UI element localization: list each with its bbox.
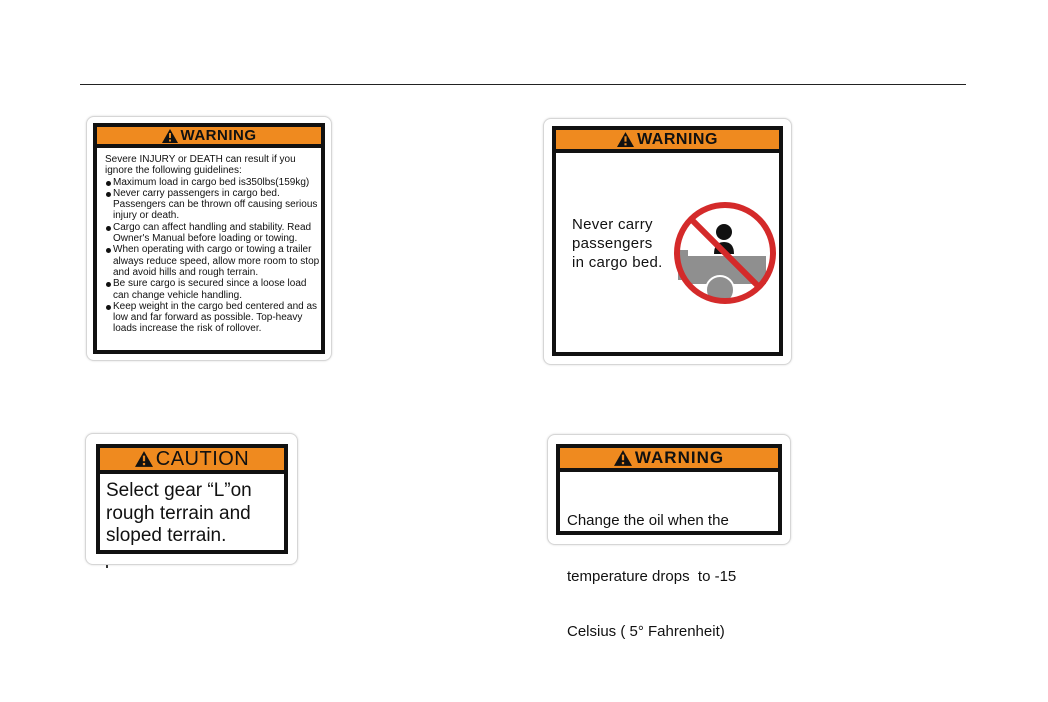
cargo-warning-card — [86, 116, 332, 361]
message-line: Never carry — [572, 216, 653, 233]
warning-intro: Severe INJURY or DEATH can result if you ignore the following guidelines: — [105, 154, 296, 177]
stray-mark — [106, 565, 108, 568]
passenger-warning-card — [543, 118, 792, 365]
message-line: in cargo bed. — [572, 254, 663, 271]
list-item: Never carry passengers in cargo bed. Passengers can be thrown off causing serious injury or death. — [105, 188, 321, 222]
warning-header — [560, 448, 778, 472]
message-line: Select gear “L”on — [106, 480, 252, 501]
no-passenger-in-cargo-bed-icon — [670, 198, 780, 308]
warning-title: WARNING — [637, 130, 718, 148]
caution-label — [96, 444, 288, 554]
message-line: temperature drops to -15 — [567, 567, 737, 585]
message-line: Change the oil when the — [567, 512, 729, 529]
warning-body — [105, 154, 321, 335]
list-item: When operating with cargo or towing a trailer always reduce speed, allow more room to stop and avoid hills and rough terrain. — [105, 244, 321, 278]
passenger-message — [572, 215, 663, 272]
oil-warning-label — [556, 444, 782, 640]
exclamation-triangle-icon — [617, 132, 634, 147]
warning-title: WARNING — [180, 127, 257, 144]
warning-header — [556, 130, 779, 153]
message-line: passengers — [572, 235, 653, 252]
exclamation-triangle-icon — [614, 450, 632, 466]
message-line: Celsius ( 5° Fahrenheit) — [567, 623, 725, 640]
exclamation-triangle-icon — [162, 129, 178, 143]
list-item: Be sure cargo is secured since a loose load can change vehicle handling. — [105, 278, 321, 301]
passenger-warning-label — [552, 126, 783, 356]
oil-message — [567, 475, 736, 679]
cargo-warning-label — [93, 123, 325, 354]
list-item: Maximum load in cargo bed is350lbs(159kg) — [105, 177, 321, 188]
guidelines-list — [105, 177, 321, 335]
caution-message — [106, 480, 252, 548]
message-line: rough terrain and — [106, 502, 251, 524]
list-item: Keep weight in the cargo bed centered and as low and far forward as possible. Top-heavy loads increase the risk of rollover. — [105, 301, 321, 335]
caution-title: CAUTION — [155, 447, 250, 470]
caution-card — [85, 433, 298, 565]
exclamation-triangle-icon — [135, 451, 153, 467]
message-line: sloped terrain. — [106, 525, 227, 546]
list-item: Cargo can affect handling and stability. Read Owner's Manual before loading or towing. — [105, 222, 321, 245]
header-rule — [80, 84, 966, 85]
oil-warning-card — [547, 434, 791, 640]
warning-header — [97, 127, 321, 148]
caution-header — [100, 448, 284, 474]
warning-title: WARNING — [634, 448, 725, 467]
